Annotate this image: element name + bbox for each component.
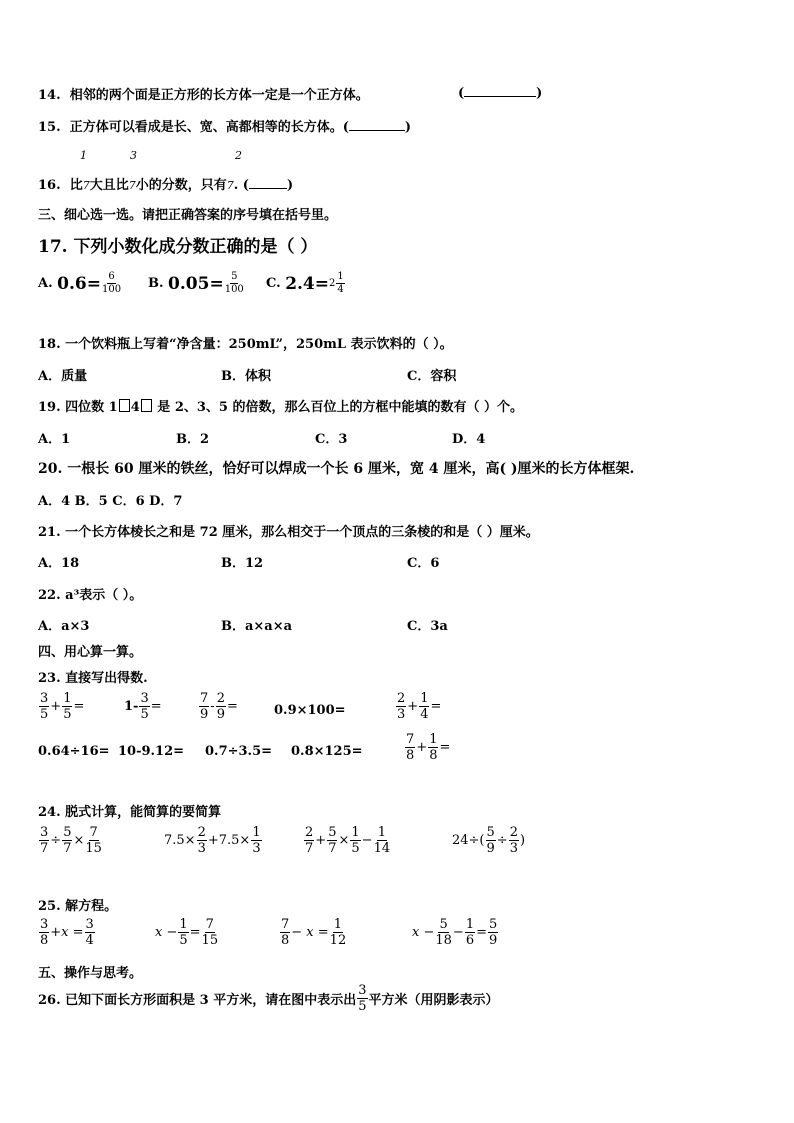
q16-answer-blank[interactable] xyxy=(249,176,287,189)
q18-option-b[interactable]: B．体积 xyxy=(221,369,271,384)
q19-option-a[interactable]: A．1 xyxy=(38,432,71,447)
q24-expr-3: $\frac{2}{7}$ + $\frac{5}{7}$ × $\frac{1}{5}$ − $\frac{1}{14}$ xyxy=(305,825,391,856)
q23-expr-4: 0.9×100= xyxy=(274,703,346,718)
q17-c-fraction: $\frac{1}{4}$ xyxy=(337,271,344,295)
q18-option-c[interactable]: C．容积 xyxy=(407,369,457,384)
q23-expr-1: $\frac{3}{5}$ + $\frac{1}{5}$ = xyxy=(40,691,85,722)
q21-option-a[interactable]: A．18 xyxy=(38,556,80,571)
q23-expr-5: $\frac{2}{3}$ + $\frac{1}{4}$ = xyxy=(397,691,442,722)
q24-expr-1: $\frac{3}{7}$ ÷ $\frac{5}{7}$ × $\frac{7}{15}$ xyxy=(40,825,102,856)
q14-answer-blank[interactable]: ( ) xyxy=(458,86,543,101)
q25-equation-1: $\frac{3}{8}$ +x = $\frac{3}{4}$ xyxy=(40,917,94,948)
question-25-title: 25. 解方程。 xyxy=(38,899,118,914)
section-5-heading: 五、操作与思考。 xyxy=(38,966,143,981)
q16-frac1-num: 1 xyxy=(80,149,87,162)
q16-frac2-num: 3 xyxy=(130,149,137,162)
question-22: 22. a³表示（ ）。 xyxy=(38,588,143,603)
question-24-title: 24. 脱式计算，能简算的要简算 xyxy=(38,805,222,820)
q25-equation-4: x − $\frac{5}{18}$ − $\frac{1}{6}$ = $\frac{5}{9}$ xyxy=(412,917,498,948)
question-17-title: 17. 下列小数化成分数正确的是（ ） xyxy=(38,237,318,257)
q22-option-b[interactable]: B．a×a×a xyxy=(221,619,293,634)
q19-option-b[interactable]: B．2 xyxy=(176,432,210,447)
q21-option-b[interactable]: B．12 xyxy=(221,556,264,571)
q16-frac3-num: 2 xyxy=(235,149,242,162)
q26-fraction: $\frac{3}{5}$ xyxy=(358,983,367,1014)
q22-option-c[interactable]: C．3a xyxy=(407,619,448,634)
question-15: 15. 正方体可以看成是长、宽、高都相等的长方体。( ) xyxy=(38,120,411,135)
q18-option-a[interactable]: A．质量 xyxy=(38,369,88,384)
question-26: 26. 已知下面长方形面积是 3 平方米，请在图中表示出 $\frac{3}{5}$ 平方米（用阴影表示） xyxy=(38,983,499,1014)
q17-option-b[interactable]: B. 0.05= $\frac{5}{100}$ xyxy=(148,271,244,295)
q25-equation-3: $\frac{7}{8}$ − x = $\frac{1}{12}$ xyxy=(281,917,347,948)
q17-a-fraction: $\frac{6}{100}$ xyxy=(101,271,122,295)
q22-option-a[interactable]: A．a×3 xyxy=(38,619,90,634)
q15-answer-blank[interactable] xyxy=(349,118,405,131)
q23-expr-6: 0.64÷16= xyxy=(38,744,110,759)
q17-option-a[interactable]: A. 0.6= $\frac{6}{100}$ xyxy=(38,271,122,295)
section-4-heading: 四、用心算一算。 xyxy=(38,645,143,660)
q23-expr-7: 10-9.12= xyxy=(118,744,185,759)
question-23-title: 23. 直接写出得数. xyxy=(38,671,148,686)
q23-expr-9: 0.8×125= xyxy=(291,744,363,759)
q23-expr-8: 0.7÷3.5= xyxy=(205,744,273,759)
q23-expr-10: $\frac{7}{8}$ + $\frac{1}{8}$ = xyxy=(406,732,451,763)
section-3-heading: 三、细心选一选。请把正确答案的序号填在括号里。 xyxy=(38,208,338,223)
question-18: 18. 一个饮料瓶上写着“净含量：250mL”，250mL 表示饮料的（ ）。 xyxy=(38,337,453,352)
q17-b-fraction: $\frac{5}{100}$ xyxy=(224,271,244,295)
q23-expr-3: $\frac{7}{9}$ - $\frac{2}{9}$ = xyxy=(200,691,238,722)
q17-option-c[interactable]: C. 2.4= 2 $\frac{1}{4}$ xyxy=(266,271,344,295)
question-14: 14. 相邻的两个面是正方形的长方体一定是一个正方体。 xyxy=(38,88,369,103)
q24-expr-2: 7.5× $\frac{2}{3}$ +7.5× $\frac{1}{3}$ xyxy=(164,825,261,856)
digit-box-ones xyxy=(141,399,152,412)
q24-expr-4: 24÷( $\frac{5}{9}$ ÷ $\frac{2}{3}$ ) xyxy=(452,825,526,856)
question-20: 20. 一根长 60 厘米的铁丝，恰好可以焊成一个长 6 厘米，宽 4 厘米，高( )厘米的长方体框架. xyxy=(38,461,635,477)
q23-expr-2: 1- $\frac{3}{5}$ = xyxy=(124,691,162,722)
question-21: 21. 一个长方体棱长之和是 72 厘米，那么相交于一个顶点的三条棱的和是（ ）厘米。 xyxy=(38,525,539,540)
q21-option-c[interactable]: C．6 xyxy=(407,556,440,571)
q19-option-c[interactable]: C．3 xyxy=(315,432,348,447)
q19-option-d[interactable]: D．4 xyxy=(452,432,486,447)
question-19: 19. 四位数 1 4 是 2、3、5 的倍数，那么百位上的方框中能填的数有（ ）个。 xyxy=(38,400,524,415)
q25-equation-2: x − $\frac{1}{5}$ = $\frac{7}{15}$ xyxy=(155,917,219,948)
digit-box-hundreds xyxy=(119,399,130,412)
q20-options[interactable]: A．4 B．5 C．6 D．7 xyxy=(38,494,183,509)
question-16: 16. 比7大且比7小的分数，只有7. ( ) xyxy=(38,178,294,193)
